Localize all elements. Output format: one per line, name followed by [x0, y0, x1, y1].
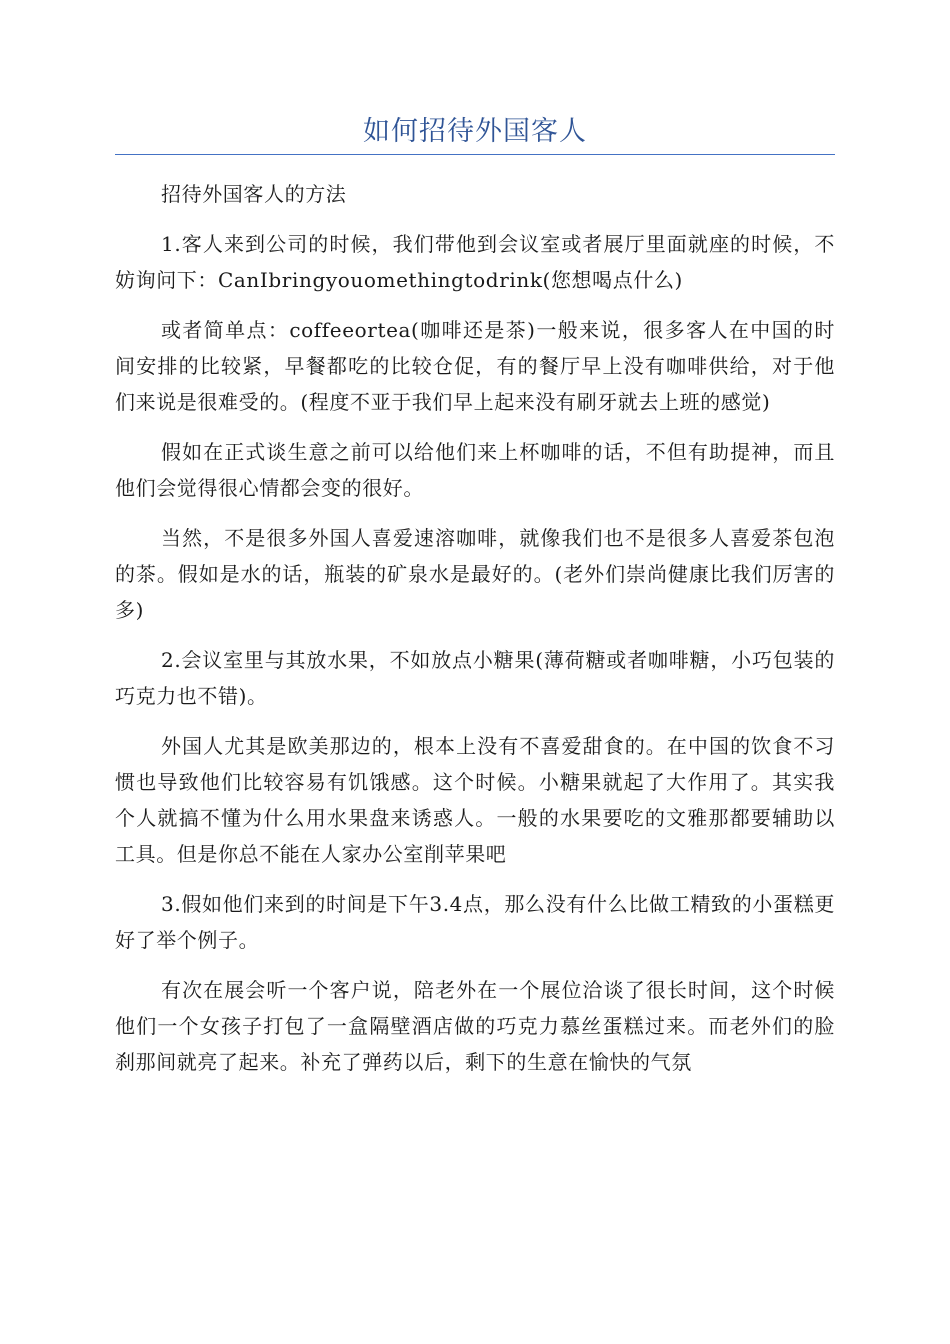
paragraph-tip-3: 3.假如他们来到的时间是下午3.4点，那么没有什么比做工精致的小蛋糕更好了举个例子。	[115, 892, 835, 952]
paragraph-before-business: 假如在正式谈生意之前可以给他们来上杯咖啡的话，不但有助提神，而且他们会觉得很心情都会变的很好。	[115, 440, 835, 500]
paragraph-coffee-or-tea: 或者简单点：coffeeortea(咖啡还是茶)一般来说，很多客人在中国的时间安排的比较紧，早餐都吃的比较仓促，有的餐厅早上没有咖啡供给，对于他们来说是很难受的。(程度不亚于我们早上起来没有刷牙就去上班的感觉)	[115, 318, 835, 414]
paragraph-intro: 招待外国客人的方法	[161, 182, 347, 206]
paragraph-instant-coffee: 当然，不是很多外国人喜爱速溶咖啡，就像我们也不是很多人喜爱茶包泡的茶。假如是水的话，瓶装的矿泉水是最好的。(老外们崇尚健康比我们厉害的多)	[115, 526, 835, 622]
paragraph-example: 有次在展会听一个客户说，陪老外在一个展位洽谈了很长时间，这个时候他们一个女孩子打包了一盒隔壁酒店做的巧克力慕丝蛋糕过来。而老外们的脸刹那间就亮了起来。补充了弹药以后，剩下的生意在愉快的气氛	[115, 978, 835, 1074]
paragraph-tip-2: 2.会议室里与其放水果，不如放点小糖果(薄荷糖或者咖啡糖，小巧包装的巧克力也不错)。	[115, 648, 835, 708]
document-title: 如何招待外国客人	[363, 116, 587, 147]
document-body	[115, 176, 835, 1094]
paragraph-sweets: 外国人尤其是欧美那边的，根本上没有不喜爱甜食的。在中国的饮食不习惯也导致他们比较容易有饥饿感。这个时候。小糖果就起了大作用了。其实我个人就搞不懂为什么用水果盘来诱惑人。一般的水果要吃的文雅那都要辅助以工具。但是你总不能在人家办公室削苹果吧	[115, 734, 835, 866]
title-underline	[115, 154, 835, 155]
paragraph-tip-1: 1.客人来到公司的时候，我们带他到会议室或者展厅里面就座的时候，不妨询问下：CanIbringyouomethingtodrink(您想喝点什么)	[115, 232, 835, 292]
